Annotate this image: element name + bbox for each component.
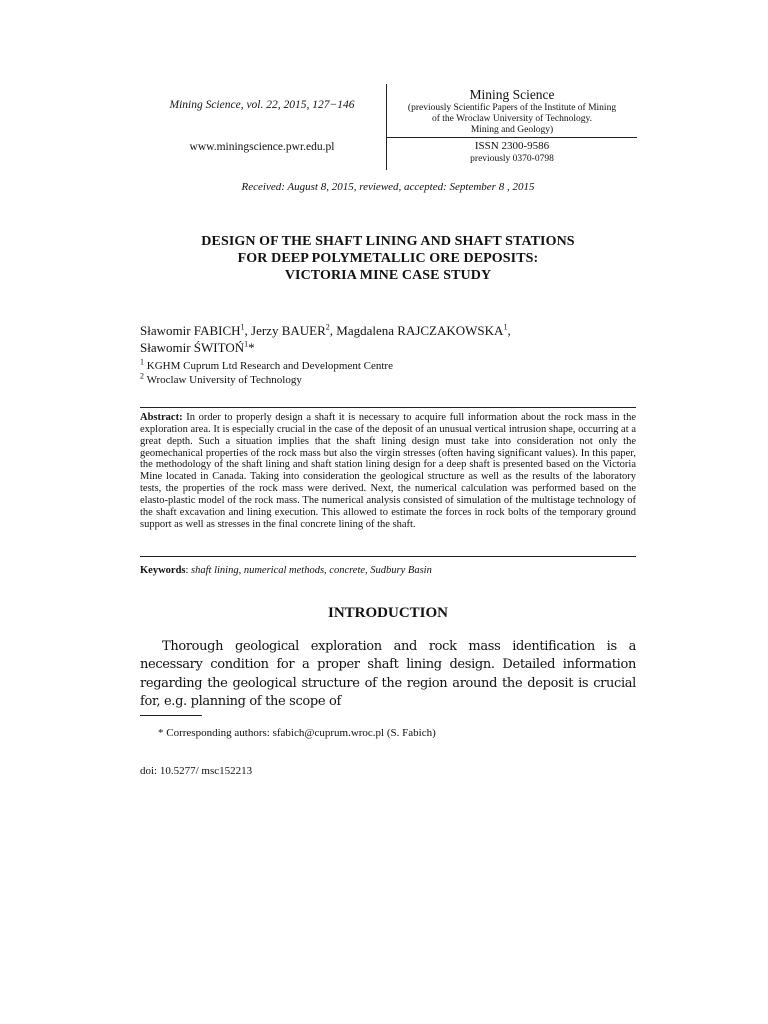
affiliations xyxy=(140,357,636,387)
footnote-text: Corresponding authors: sfabich@cuprum.wroc.pl (S. Fabich) xyxy=(166,727,436,739)
title-line-3: VICTORIA MINE CASE STUDY xyxy=(284,268,492,283)
affiliation-1 xyxy=(140,357,636,374)
journal-url[interactable]: www.miningscience.pwr.edu.pl xyxy=(189,141,335,153)
issn-previous: previously 0370-0798 xyxy=(470,154,554,164)
title-line-1: DESIGN OF THE SHAFT LINING AND SHAFT STATIONS xyxy=(201,234,575,249)
journal-header-left xyxy=(140,98,384,154)
journal-header-right xyxy=(388,86,636,136)
keywords-text: shaft lining, numerical methods, concrete, Sudbury Basin xyxy=(191,565,432,576)
journal-citation: Mining Science, vol. 22, 2015, 127−146 xyxy=(169,99,355,111)
header-divider-vertical xyxy=(386,84,387,170)
introduction-paragraph: Thorough geological exploration and rock mass identification is a necessary condition for a proper shaft lining design. Detailed information regarding the geological structure of the region around the deposit is crucial for, e.g. planning of the scope of xyxy=(140,639,636,709)
author-3: Magdalena RAJCZAKOWSKA xyxy=(336,323,504,338)
received-dates: Received: August 8, 2015, reviewed, accepted: September 8 , 2015 xyxy=(241,181,535,193)
doi: doi: 10.5277/ msc152213 xyxy=(140,765,253,777)
keywords: Keywords: shaft lining, numerical methods, concrete, Sudbury Basin xyxy=(140,565,432,576)
author-4: Sławomir ŚWITOŃ xyxy=(140,340,245,355)
previous-title-line3: Mining and Geology) xyxy=(470,125,554,135)
author-1: Sławomir FABICH xyxy=(140,323,241,338)
abstract xyxy=(140,412,636,530)
issn-block xyxy=(388,140,636,166)
affiliation-1-num: 1 xyxy=(140,357,144,367)
previous-title-line1: (previously Scientific Papers of the Institute of Mining xyxy=(407,103,617,113)
abstract-top-rule xyxy=(140,407,636,408)
keywords-label: Keywords xyxy=(140,565,186,576)
affiliation-1-name: KGHM Cuprum Ltd Research and Development Centre xyxy=(146,360,393,372)
section-heading: INTRODUCTION xyxy=(327,605,448,621)
abstract-label: Abstract: xyxy=(140,412,183,423)
paper-title xyxy=(140,233,636,284)
footnote-mark: * xyxy=(158,727,164,739)
previous-title-line2: of the Wroclaw University of Technology. xyxy=(432,114,592,124)
author-2-affil: 2 xyxy=(325,322,330,332)
header-divider-horizontal xyxy=(386,137,637,138)
author-1-affil: 1 xyxy=(240,322,245,332)
affiliation-2 xyxy=(140,370,636,388)
abstract-bottom-rule xyxy=(140,556,636,557)
footnote-rule xyxy=(140,715,202,716)
affiliation-2-num: 2 xyxy=(140,370,144,380)
journal-name: Mining Science xyxy=(469,87,555,102)
author-2: Jerzy BAUER xyxy=(251,323,326,338)
corresponding-mark: * xyxy=(248,340,255,355)
issn: ISSN 2300-9586 xyxy=(474,140,550,152)
title-line-2: FOR DEEP POLYMETALLIC ORE DEPOSITS: xyxy=(237,251,539,266)
author-4-affil: 1 xyxy=(244,339,249,349)
author-3-affil: 1 xyxy=(503,322,508,332)
footnote xyxy=(158,727,636,740)
abstract-text: In order to properly design a shaft it is necessary to acquire full information about the rock mass in the exploration area. It is especially crucial in the case of the deposit of an unusual vertical intrusion shape, occurring at a great depth. Such a situation implies that the shaft lining design must take into consideration not only the geomechanical properties of the rock mass but also the virgin stresses (often having significant values). In this paper, the methodology of the shaft lining and shaft station lining design for a deep shaft is presented based on the Victoria Mine located in Canada. Taking into consideration the geological structure as well as the results of the laboratory tests, the properties of the rock mass were derived. Next, the numerical calculation was performed based on the elasto-plastic model of the rock mass. The numerical analysis consisted of simulation of the multistage technology of the shaft excavation and lining execution. This allowed to estimate the forces in rock bolts of the temporary ground support as well as stresses in the final concrete lining of the shaft. xyxy=(140,412,637,530)
author-list: Sławomir FABICH$^1$, Jerzy BAUER$^2$, Magdalena RAJCZAKOWSKA$^1$, Sławomir ŚWITOŃ$^1$* xyxy=(140,322,511,355)
affiliation-2-name: Wroclaw University of Technology xyxy=(146,373,302,386)
